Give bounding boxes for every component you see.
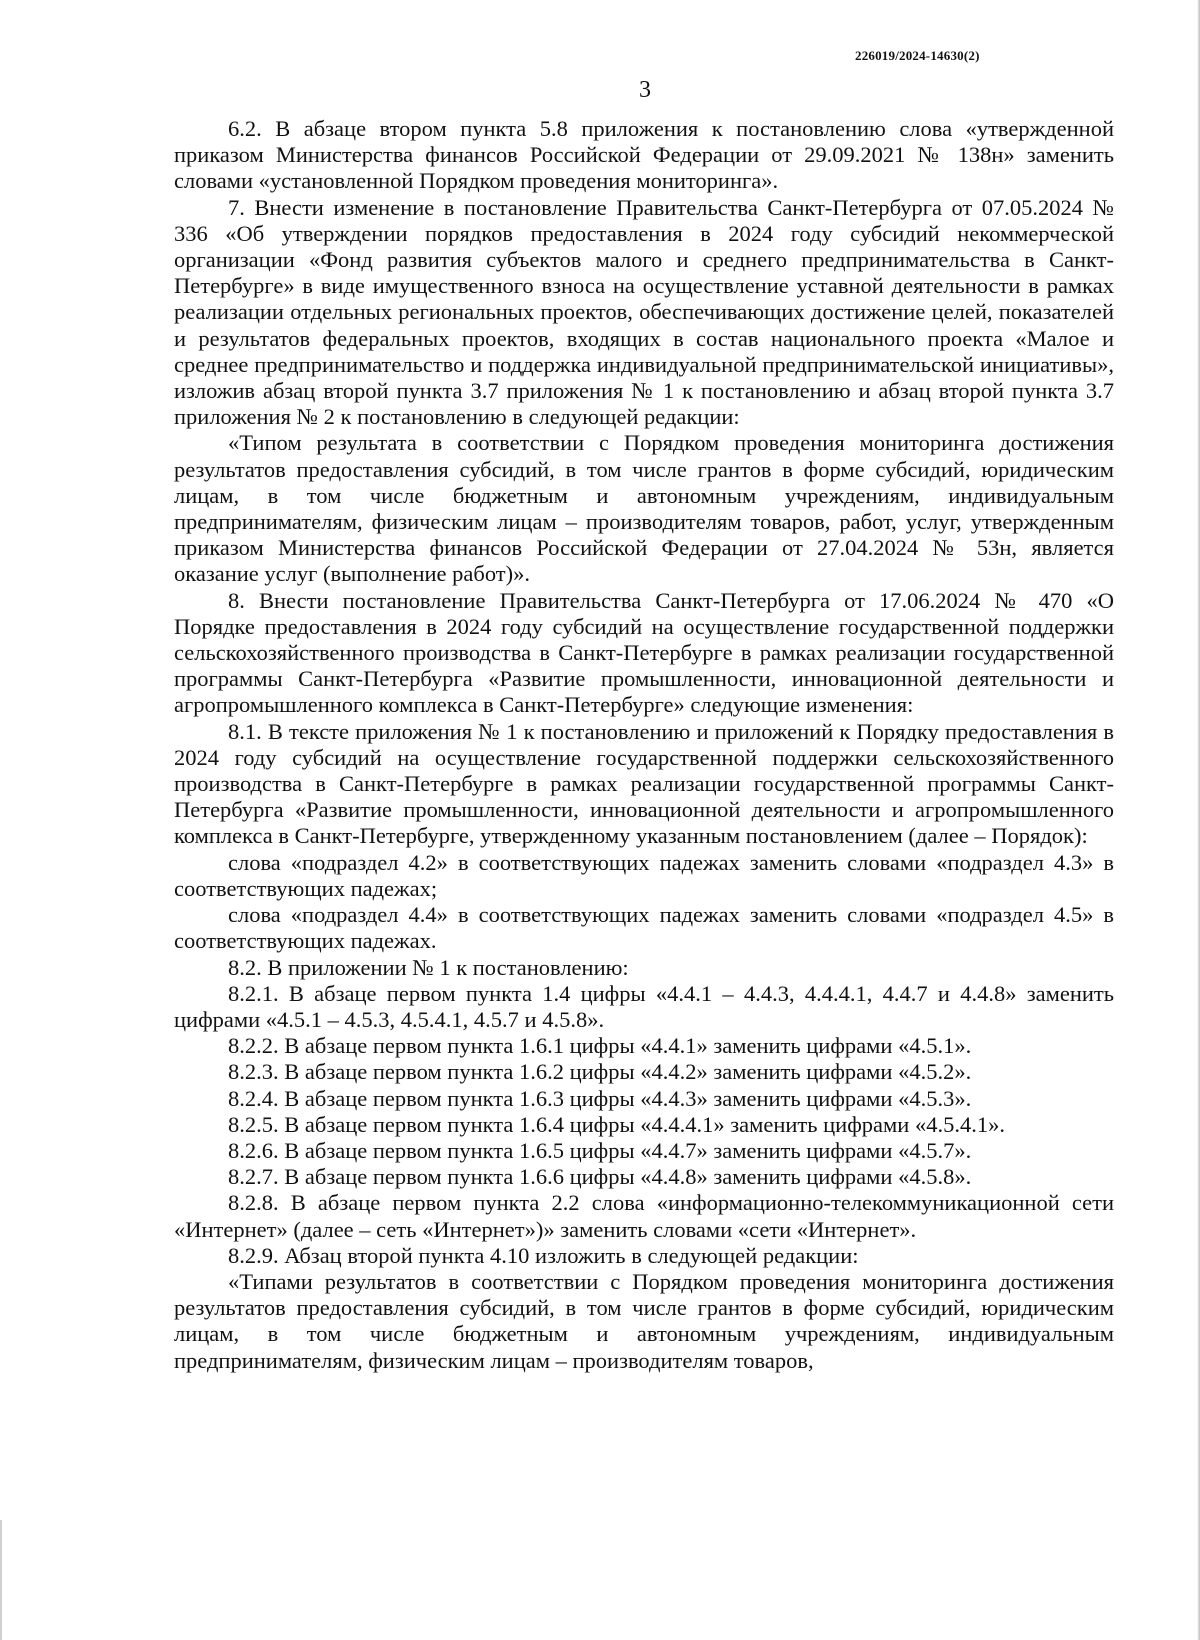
document-registration-number: 226019/2024-14630(2) <box>855 48 980 63</box>
page-number: 3 <box>639 77 651 103</box>
paragraph-8-2-4: 8.2.4. В абзаце первом пункта 1.6.3 цифры «4.4.3» заменить цифрами «4.5.3». <box>228 1085 972 1111</box>
paragraph-8-2-9: 8.2.9. Абзац второй пункта 4.10 изложить в следующей редакции: <box>228 1242 859 1268</box>
paragraph-8-2-6: 8.2.6. В абзаце первом пункта 1.6.5 цифры «4.4.7» заменить цифрами «4.5.7». <box>228 1137 972 1163</box>
paragraph-6-2: 6.2. В абзаце втором пункта 5.8 приложения к постановлению слова «утвержденной приказом Министерства финансов Российской Федерации от 29.09.2021 № 138н» заменить словами «установленной Порядком проведения мониторинга». <box>174 116 1114 194</box>
paragraph-8-2: 8.2. В приложении № 1 к постановлению: <box>228 954 629 980</box>
paragraph-8-1: 8.1. В тексте приложения № 1 к постановлению и приложений к Порядку предоставления в 2024 году субсидий на осуществление государственной поддержки сельскохозяйственного производства в Санкт-Петербурге в рамках реализации государственной программы Санкт-Петербурга «Развитие промышленности, инновационной деятельности и агропромышленного комплекса в Санкт-Петербурге, утвержденному указанным постановлением (далее – Порядок): <box>174 718 1114 849</box>
paragraph-7-quote: «Типом результата в соответствии с Порядком проведения мониторинга достижения результатов предоставления субсидий, в том числе грантов в форме субсидий, юридическим лицам, в том числе бюджетным и автономным учреждениям, индивидуальным предпринимателям, физическим лицам – производителям товаров, работ, услуг, утвержденным приказом Министерства финансов Российской Федерации от 27.04.2024 № 53н, является оказание услуг (выполнение работ)». <box>174 430 1114 587</box>
paragraph-8-2-1: 8.2.1. В абзаце первом пункта 1.4 цифры «4.4.1 – 4.4.3, 4.4.4.1, 4.4.7 и 4.4.8» заменить цифрами «4.5.1 – 4.5.3, 4.5.4.1, 4.5.7 и 4.5.8». <box>174 980 1114 1032</box>
document-body <box>174 116 1114 1374</box>
paragraph-7: 7. Внести изменение в постановление Правительства Санкт-Петербурга от 07.05.2024 № 336 «Об утверждении порядков предоставления в 2024 году субсидий некоммерческой организации «Фонд развития субъектов малого и среднего предпринимательства в Санкт-Петербурге» в виде имущественного взноса на осуществление уставной деятельности в рамках реализации отдельных региональных проектов, обеспечивающих достижение целей, показателей и результатов федеральных проектов, входящих в состав национального проекта «Малое и среднее предпринимательство и поддержка индивидуальной предпринимательской инициативы», изложив абзац второй пункта 3.7 приложения № 1 к постановлению и абзац второй пункта 3.7 приложения № 2 к постановлению в следующей редакции: <box>174 194 1114 430</box>
paragraph-8-2-7: 8.2.7. В абзаце первом пункта 1.6.6 цифры «4.4.8» заменить цифрами «4.5.8». <box>228 1164 972 1190</box>
scan-left-edge <box>0 1520 2 1640</box>
paragraph-8-2-5: 8.2.5. В абзаце первом пункта 1.6.4 цифры «4.4.4.1» заменить цифрами «4.5.4.1». <box>228 1111 1005 1137</box>
paragraph-8-2-3: 8.2.3. В абзаце первом пункта 1.6.2 цифры «4.4.2» заменить цифрами «4.5.2». <box>228 1059 972 1085</box>
paragraph-8-1-item-2: слова «подраздел 4.4» в соответствующих падежах заменить словами «подраздел 4.5» в соответствующих падежах. <box>174 902 1114 954</box>
paragraph-8: 8. Внести постановление Правительства Санкт-Петербурга от 17.06.2024 № 470 «О Порядке предоставления в 2024 году субсидий на осуществление государственной поддержки сельскохозяйственного производства в Санкт-Петербурге в рамках реализации государственной программы Санкт-Петербурга «Развитие промышленности, инновационной деятельности и агропромышленного комплекса в Санкт-Петербурге» следующие изменения: <box>174 587 1114 718</box>
paragraph-8-2-8: 8.2.8. В абзаце первом пункта 2.2 слова «информационно-телекоммуникационной сети «Интернет» (далее – сеть «Интернет»)» заменить словами «сети «Интернет». <box>174 1190 1114 1242</box>
paragraph-8-2-2: 8.2.2. В абзаце первом пункта 1.6.1 цифры «4.4.1» заменить цифрами «4.5.1». <box>228 1033 972 1059</box>
paragraph-8-2-9-quote: «Типами результатов в соответствии с Порядком проведения мониторинга достижения результатов предоставления субсидий, в том числе грантов в форме субсидий, юридическим лицам, в том числе бюджетным и автономным учреждениям, индивидуальным предпринимателям, физическим лицам – производителям товаров, <box>174 1268 1114 1373</box>
paragraph-8-1-item-1: слова «подраздел 4.2» в соответствующих падежах заменить словами «подраздел 4.3» в соответствующих падежах; <box>174 849 1114 901</box>
